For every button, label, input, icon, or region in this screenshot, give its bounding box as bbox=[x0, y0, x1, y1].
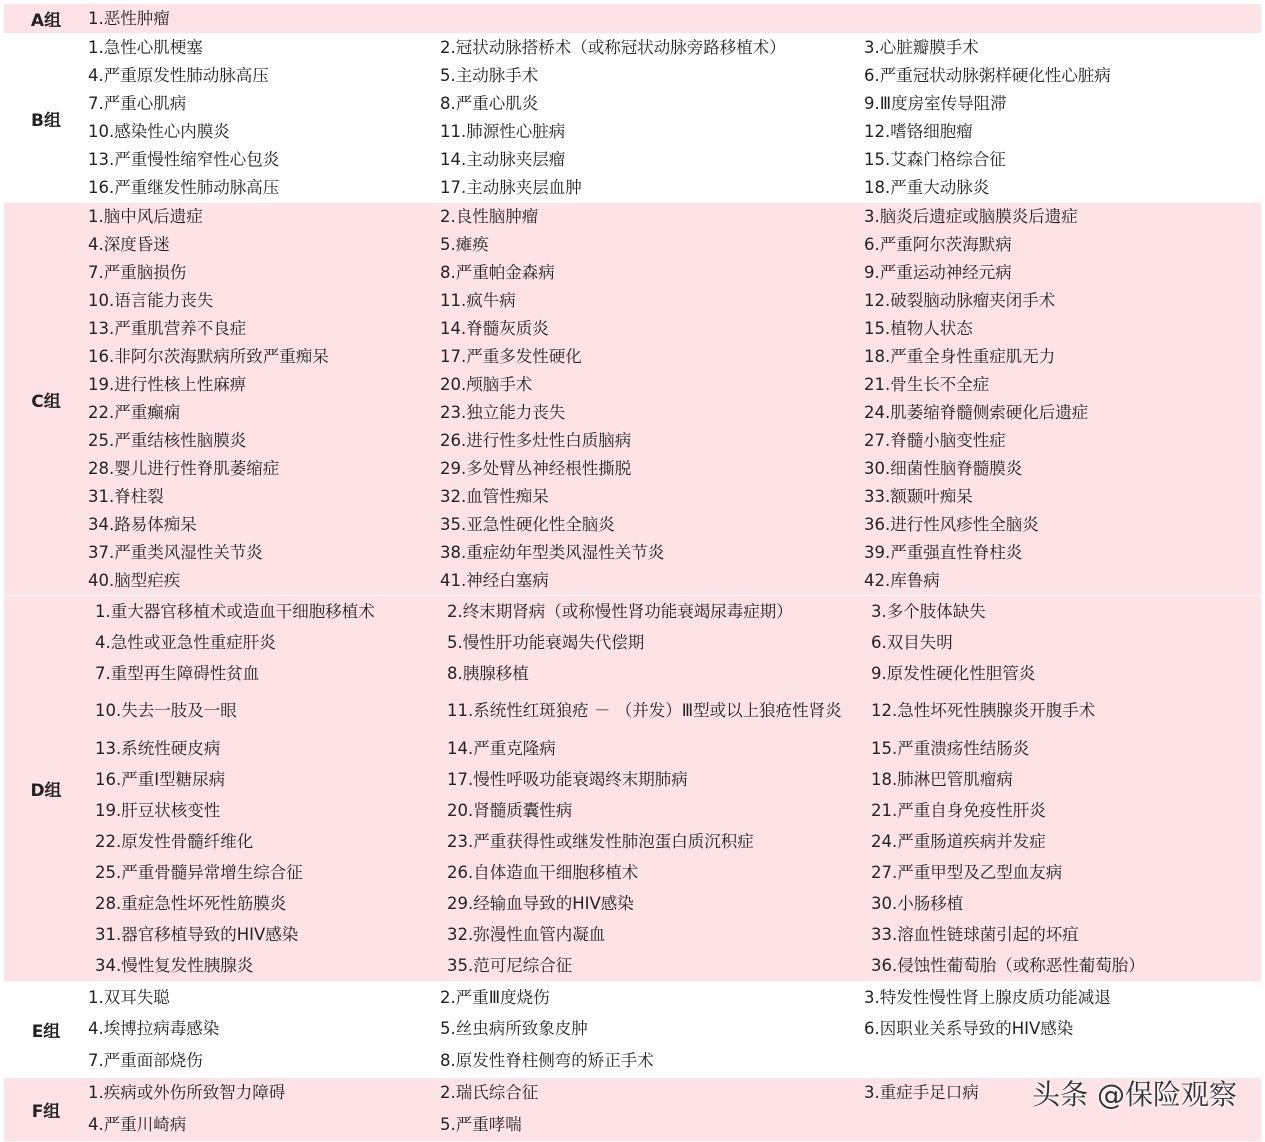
disease-item: 10.语言能力丧失 bbox=[88, 291, 214, 310]
disease-item: 4.严重川崎病 bbox=[88, 1114, 187, 1134]
table-row bbox=[88, 627, 1261, 658]
disease-item: 8.胰腺移植 bbox=[447, 663, 529, 683]
disease-item: 13.严重肌营养不良症 bbox=[88, 319, 247, 338]
disease-item: 9.原发性硬化性胆管炎 bbox=[871, 663, 1036, 683]
disease-item: 1.双耳失聪 bbox=[88, 987, 170, 1007]
table-row bbox=[88, 539, 1261, 567]
disease-item: 24.肌萎缩脊髓侧索硬化后遗症 bbox=[864, 403, 1089, 422]
table-row bbox=[88, 857, 1261, 888]
table-row bbox=[88, 34, 1261, 62]
disease-item: 9.Ⅲ度房室传导阻滞 bbox=[864, 94, 1007, 113]
disease-item: 3.心脏瓣膜手术 bbox=[864, 38, 979, 57]
disease-item: 21.严重自身免疫性肝炎 bbox=[871, 800, 1046, 820]
disease-item: 10.失去一肢及一眼 bbox=[95, 701, 237, 720]
disease-item: 5.丝虫病所致象皮肿 bbox=[440, 1019, 588, 1039]
disease-item: 4.深度昏迷 bbox=[88, 235, 170, 254]
table-row bbox=[88, 1109, 1261, 1141]
table-row bbox=[88, 62, 1261, 90]
disease-item: 3.脑炎后遗症或脑膜炎后遗症 bbox=[864, 207, 1078, 226]
disease-item: 7.严重面部烧伤 bbox=[88, 1050, 203, 1070]
disease-item: 8.严重帕金森病 bbox=[440, 263, 555, 282]
disease-item: 5.慢性肝功能衰竭失代偿期 bbox=[447, 632, 645, 652]
table-row bbox=[88, 231, 1261, 259]
disease-item: 5.主动脉手术 bbox=[440, 66, 539, 85]
disease-item: 12.嗜铬细胞瘤 bbox=[864, 122, 973, 141]
disease-item: 6.双目失明 bbox=[871, 632, 953, 652]
group-label: A组 bbox=[30, 11, 62, 31]
disease-item: 34.路易体痴呆 bbox=[88, 515, 197, 534]
table-row bbox=[88, 427, 1261, 455]
disease-item: 1.疾病或外伤所致智力障碍 bbox=[88, 1083, 286, 1103]
group-label: B组 bbox=[31, 110, 61, 131]
disease-item: 27.严重甲型及乙型血友病 bbox=[871, 862, 1063, 882]
disease-item: 2.良性脑肿瘤 bbox=[440, 207, 539, 226]
disease-item: 36.侵蚀性葡萄胎（或称恶性葡萄胎） bbox=[871, 955, 1145, 975]
disease-item: 5.瘫痪 bbox=[440, 235, 489, 254]
disease-item: 17.严重多发性硬化 bbox=[440, 347, 582, 366]
disease-item: 35.亚急性硬化性全脑炎 bbox=[440, 515, 615, 534]
disease-item: 8.严重心肌炎 bbox=[440, 94, 539, 113]
disease-item: 35.范可尼综合征 bbox=[447, 955, 573, 975]
disease-item: 9.严重运动神经元病 bbox=[864, 263, 1012, 282]
disease-item: 31.器官移植导致的HIV感染 bbox=[95, 924, 299, 944]
disease-item: 19.肝豆状核变性 bbox=[95, 800, 221, 820]
disease-item: 31.脊柱裂 bbox=[88, 487, 164, 506]
table-row bbox=[88, 764, 1261, 795]
table-row bbox=[88, 733, 1261, 764]
disease-item: 1.重大器官移植术或造血干细胞移植术 bbox=[95, 601, 375, 621]
table-row bbox=[88, 455, 1261, 483]
disease-item: 10.感染性心内膜炎 bbox=[88, 122, 230, 141]
disease-item: 6.严重冠状动脉粥样硬化性心脏病 bbox=[864, 66, 1111, 85]
group-label: F组 bbox=[31, 1101, 61, 1122]
group-label: D组 bbox=[30, 781, 62, 801]
disease-item: 40.脑型疟疾 bbox=[88, 571, 181, 590]
disease-item: 30.小肠移植 bbox=[871, 893, 964, 913]
table-row bbox=[88, 90, 1261, 118]
disease-item: 4.严重原发性肺动脉高压 bbox=[88, 66, 269, 85]
group-c bbox=[4, 203, 1261, 596]
disease-item: 33.溶血性链球菌引起的坏疽 bbox=[871, 924, 1079, 944]
disease-item: 15.严重溃疡性结肠炎 bbox=[871, 738, 1030, 758]
disease-item: 14.主动脉夹层瘤 bbox=[440, 150, 566, 169]
disease-item: 32.弥漫性血管内凝血 bbox=[447, 924, 606, 944]
table-row bbox=[88, 203, 1261, 231]
disease-item: 13.严重慢性缩窄性心包炎 bbox=[88, 150, 280, 169]
disease-item: 30.细菌性脑脊髓膜炎 bbox=[864, 459, 1023, 478]
group-d bbox=[4, 596, 1261, 982]
disease-item: 2.严重Ⅲ度烧伤 bbox=[440, 987, 550, 1007]
table-row bbox=[88, 658, 1261, 689]
group-label: C组 bbox=[31, 391, 61, 412]
table-row bbox=[88, 950, 1261, 981]
disease-item: 42.库鲁病 bbox=[864, 571, 940, 590]
disease-item: 20.肾髓质囊性病 bbox=[447, 800, 573, 820]
disease-item: 4.埃博拉病毒感染 bbox=[88, 1019, 220, 1039]
disease-item: 11.系统性红斑狼疮 － （并发）Ⅲ型或以上狼疮性肾炎 bbox=[447, 701, 842, 720]
disease-item: 29.多处臂丛神经根性撕脱 bbox=[440, 459, 632, 478]
disease-item: 5.严重哮喘 bbox=[440, 1114, 522, 1134]
disease-item: 6.因职业关系导致的HIV感染 bbox=[864, 1019, 1074, 1039]
disease-item: 33.额颞叶痴呆 bbox=[864, 487, 973, 506]
disease-item: 25.严重骨髓异常增生综合征 bbox=[95, 862, 303, 882]
disease-item: 7.严重心肌病 bbox=[88, 94, 187, 113]
table-row bbox=[88, 118, 1261, 146]
disease-item: 22.严重癫痫 bbox=[88, 403, 181, 422]
disease-item: 37.严重类风湿性关节炎 bbox=[88, 543, 263, 562]
disease-item: 26.进行性多灶性白质脑病 bbox=[440, 431, 632, 450]
disease-item: 12.破裂脑动脉瘤夹闭手术 bbox=[864, 291, 1056, 310]
disease-item: 16.严重Ⅰ型糖尿病 bbox=[95, 769, 226, 789]
disease-item: 6.严重阿尔茨海默病 bbox=[864, 235, 1012, 254]
table-row bbox=[88, 174, 1261, 202]
disease-item: 25.严重结核性脑膜炎 bbox=[88, 431, 247, 450]
disease-item: 7.重型再生障碍性贫血 bbox=[95, 663, 260, 683]
table-row bbox=[88, 689, 1261, 733]
disease-item: 26.自体造血干细胞移植术 bbox=[447, 862, 639, 882]
table-row bbox=[88, 596, 1261, 627]
table-row bbox=[88, 343, 1261, 371]
table-row bbox=[88, 483, 1261, 511]
disease-item: 13.系统性硬皮病 bbox=[95, 738, 221, 758]
disease-item: 11.肺源性心脏病 bbox=[440, 122, 566, 141]
table-row bbox=[88, 567, 1261, 595]
disease-item: 2.冠状动脉搭桥术（或称冠状动脉旁路移植术） bbox=[440, 38, 786, 57]
disease-item: 14.严重克隆病 bbox=[447, 738, 556, 758]
disease-item: 7.严重脑损伤 bbox=[88, 263, 187, 282]
disease-item: 16.严重继发性肺动脉高压 bbox=[88, 178, 280, 197]
disease-item: 18.严重全身性重症肌无力 bbox=[864, 347, 1056, 366]
disease-item: 18.严重大动脉炎 bbox=[864, 178, 990, 197]
disease-item: 11.疯牛病 bbox=[440, 291, 516, 310]
disease-item: 16.非阿尔茨海默病所致严重痴呆 bbox=[88, 347, 329, 366]
disease-item: 32.血管性痴呆 bbox=[440, 487, 549, 506]
disease-item: 23.独立能力丧失 bbox=[440, 403, 566, 422]
disease-item: 2.终末期肾病（或称慢性肾功能衰竭尿毒症期） bbox=[447, 601, 793, 621]
disease-item: 27.脊髓小脑变性症 bbox=[864, 431, 1006, 450]
disease-item: 1.恶性肿瘤 bbox=[88, 8, 170, 28]
disease-item: 39.严重强直性脊柱炎 bbox=[864, 543, 1023, 562]
disease-item: 4.急性或亚急性重症肝炎 bbox=[95, 632, 276, 652]
table-row bbox=[88, 146, 1261, 174]
disease-item: 28.重症急性坏死性筋膜炎 bbox=[95, 893, 287, 913]
disease-item: 19.进行性核上性麻痹 bbox=[88, 375, 247, 394]
disease-item: 41.神经白塞病 bbox=[440, 571, 549, 590]
disease-item: 3.特发性慢性肾上腺皮质功能减退 bbox=[864, 987, 1111, 1007]
disease-item: 23.严重获得性或继发性肺泡蛋白质沉积症 bbox=[447, 831, 754, 851]
table-row bbox=[88, 259, 1261, 287]
disease-item: 12.急性坏死性胰腺炎开腹手术 bbox=[871, 701, 1096, 720]
disease-item: 29.经输血导致的HIV感染 bbox=[447, 893, 634, 913]
disease-item: 34.慢性复发性胰腺炎 bbox=[95, 955, 254, 975]
watermark: 头条 @保险观察 bbox=[1032, 1078, 1237, 1111]
table-row bbox=[88, 4, 1261, 33]
disease-item: 15.艾森门格综合征 bbox=[864, 150, 1006, 169]
disease-item: 17.主动脉夹层血肿 bbox=[440, 178, 582, 197]
table-row bbox=[88, 919, 1261, 950]
group-e bbox=[4, 982, 1261, 1078]
table-row bbox=[88, 888, 1261, 919]
group-label: E组 bbox=[31, 1021, 61, 1042]
disease-item: 8.原发性脊柱侧弯的矫正手术 bbox=[440, 1050, 654, 1070]
disease-item: 17.慢性呼吸功能衰竭终末期肺病 bbox=[447, 769, 688, 789]
table-row bbox=[88, 795, 1261, 826]
table-row bbox=[88, 511, 1261, 539]
disease-item: 18.肺淋巴管肌瘤病 bbox=[871, 769, 1013, 789]
table-row bbox=[88, 287, 1261, 315]
group-b bbox=[4, 34, 1261, 203]
disease-item: 3.多个肢体缺失 bbox=[871, 601, 986, 621]
disease-item: 1.脑中风后遗症 bbox=[88, 207, 203, 226]
disease-item: 14.脊髓灰质炎 bbox=[440, 319, 549, 338]
table-row bbox=[88, 826, 1261, 857]
disease-item: 21.骨生长不全症 bbox=[864, 375, 990, 394]
disease-item: 2.瑞氏综合征 bbox=[440, 1083, 539, 1103]
table-row bbox=[88, 371, 1261, 399]
disease-item: 20.颅脑手术 bbox=[440, 375, 533, 394]
disease-item: 38.重症幼年型类风湿性关节炎 bbox=[440, 543, 665, 562]
disease-item: 15.植物人状态 bbox=[864, 319, 973, 338]
disease-item: 24.严重肠道疾病并发症 bbox=[871, 831, 1046, 851]
disease-item: 1.急性心肌梗塞 bbox=[88, 38, 203, 57]
group-a bbox=[4, 4, 1261, 34]
disease-item: 36.进行性风疹性全脑炎 bbox=[864, 515, 1039, 534]
disease-item: 22.原发性骨髓纤维化 bbox=[95, 831, 254, 851]
disease-item: 28.婴儿进行性脊肌萎缩症 bbox=[88, 459, 280, 478]
table-row bbox=[88, 1014, 1261, 1046]
disease-group-table bbox=[4, 4, 1261, 1142]
table-row bbox=[88, 315, 1261, 343]
table-row bbox=[88, 982, 1261, 1014]
disease-item: 3.重症手足口病 bbox=[864, 1083, 979, 1103]
table-row bbox=[88, 399, 1261, 427]
table-row bbox=[88, 1045, 1261, 1077]
